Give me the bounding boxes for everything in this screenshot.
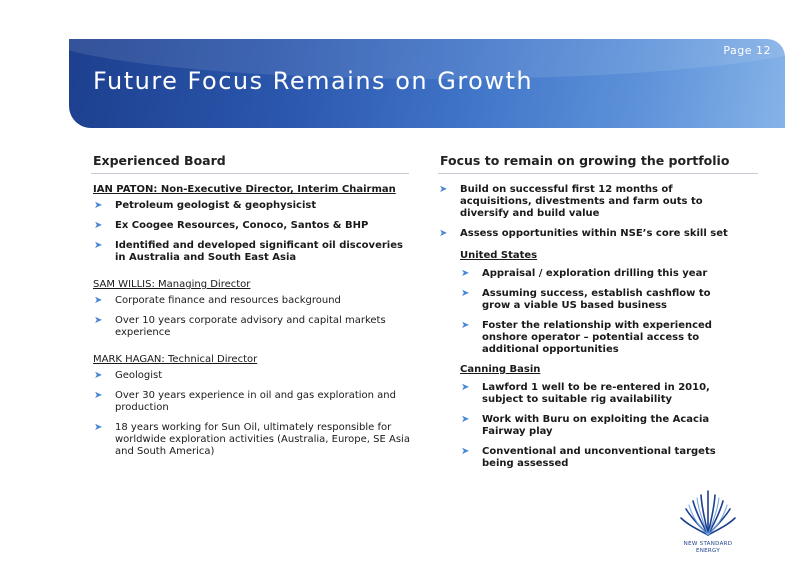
arrow-bullet-icon: ➤ [461,320,470,331]
person-block [93,279,413,339]
list-item [460,288,728,312]
point-text: Build on successful first 12 months of acquisitions, divestments and farm outs to diversify and build value [460,184,703,219]
company-logo [673,483,743,561]
list-item [93,200,413,212]
arrow-bullet-icon: ➤ [94,200,103,211]
list-item [93,220,413,232]
point-text: Work with Buru on exploiting the Acacia Fairway play [482,414,710,437]
section-title: Canning Basin [460,364,541,375]
list-item [93,315,413,339]
logo-text-line1: NEW STANDARD [683,541,733,547]
arrow-bullet-icon: ➤ [94,390,103,401]
arrow-bullet-icon: ➤ [461,382,470,393]
list-item [438,184,728,220]
point-text: Conventional and unconventional targets being assessed [482,446,716,469]
point-text: 18 years working for Sun Oil, ultimately responsible for worldwide exploration activities (Australia, Europe, SE Asia and South America) [115,422,410,457]
arrow-bullet-icon: ➤ [94,295,103,306]
point-text: Lawford 1 well to be re-entered in 2010, subject to suitable rig availability [482,382,710,405]
section-united-states [438,250,728,356]
arrow-bullet-icon: ➤ [94,220,103,231]
slide-title: Future Focus Remains on Growth [93,67,534,95]
arrow-bullet-icon: ➤ [461,288,470,299]
logo-text-line2: ENERGY [695,548,721,554]
title-banner [69,39,785,128]
page-number: Page 12 [723,44,771,57]
list-item [93,390,413,414]
arrow-bullet-icon: ➤ [461,414,470,425]
point-text: Over 30 years experience in oil and gas exploration and production [115,390,396,413]
focus-list [438,184,728,478]
point-text: Over 10 years corporate advisory and capital markets experience [115,315,386,338]
point-text: Petroleum geologist & geophysicist [115,200,317,211]
list-item [93,370,413,382]
list-item [460,446,728,470]
arrow-bullet-icon: ➤ [461,446,470,457]
point-text: Appraisal / exploration drilling this year [482,268,708,279]
arrow-bullet-icon: ➤ [94,240,103,251]
list-item [93,422,413,458]
section-title: United States [460,250,538,261]
list-item [93,295,413,307]
point-text: Assuming success, establish cashflow to grow a viable US based business [482,288,711,311]
fan-logo-icon [673,483,743,541]
point-text: Foster the relationship with experienced onshore operator – potential access to additional opportunities [482,320,712,355]
point-text: Geologist [115,370,163,381]
point-text: Corporate finance and resources background [115,295,341,306]
arrow-bullet-icon: ➤ [461,268,470,279]
left-heading: Experienced Board [93,153,226,168]
list-item [460,382,728,406]
arrow-bullet-icon: ➤ [94,422,103,433]
person-name: IAN PATON: Non-Executive Director, Interim Chairman [93,184,396,195]
arrow-bullet-icon: ➤ [94,370,103,381]
person-name: SAM WILLIS: Managing Director [93,279,251,290]
point-text: Ex Coogee Resources, Conoco, Santos & BHP [115,220,369,231]
list-item [460,320,728,356]
list-item [460,268,728,280]
person-block [93,354,413,458]
list-item [460,414,728,438]
arrow-bullet-icon: ➤ [439,184,448,195]
list-item [438,228,728,240]
right-heading: Focus to remain on growing the portfolio [440,153,730,168]
board-list [93,184,413,466]
point-text: Assess opportunities within NSE’s core skill set [460,228,728,239]
left-divider [91,173,409,174]
arrow-bullet-icon: ➤ [94,315,103,326]
person-block [93,184,413,264]
right-divider [438,173,758,174]
section-canning-basin [438,364,728,470]
point-text: Identified and developed significant oil discoveries in Australia and South East Asia [115,240,403,263]
person-name: MARK HAGAN: Technical Director [93,354,258,365]
arrow-bullet-icon: ➤ [439,228,448,239]
list-item [93,240,413,264]
